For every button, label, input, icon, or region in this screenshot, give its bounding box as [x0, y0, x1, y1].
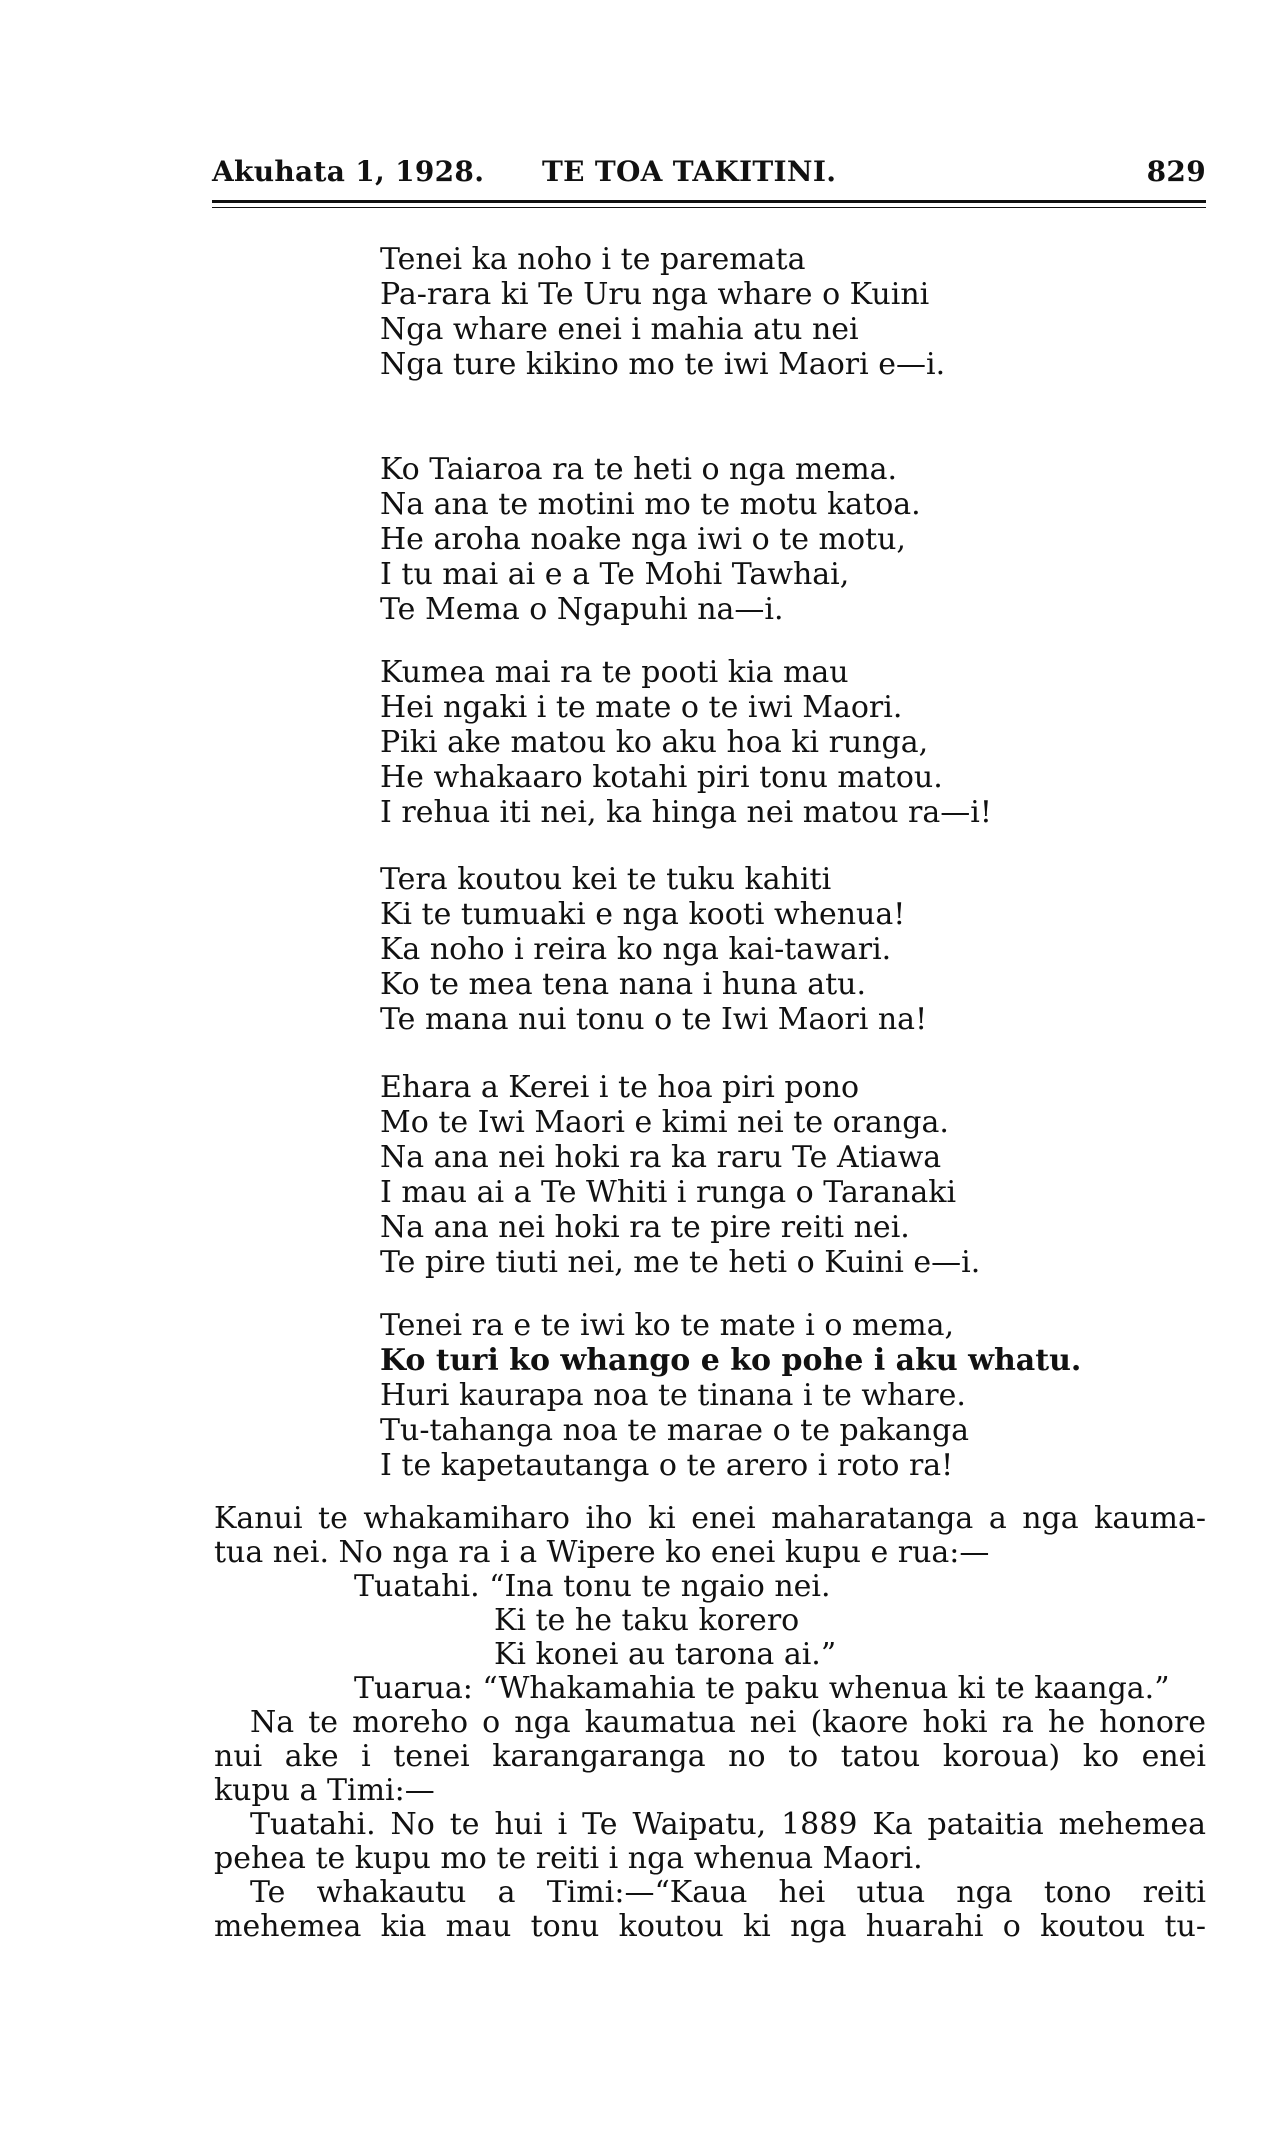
verse-line: Ko Taiaroa ra te heti o nga mema. [380, 452, 898, 487]
paragraph-line: nui ake i tenei karangaranga no to tatou koroua) ko enei [214, 1739, 1206, 1774]
paragraph-line: Na te moreho o nga kaumatua nei (kaore hoki ra he honore [250, 1705, 1206, 1740]
verse-line: I te kapetautanga o te arero i roto ra! [380, 1448, 954, 1483]
verse-line: Te mana nui tonu o te Iwi Maori na! [380, 1002, 928, 1037]
verse-line: Tenei ka noho i te paremata [380, 242, 806, 277]
verse-line: I tu mai ai e a Te Mohi Tawhai, [380, 557, 850, 592]
verse-line: Nga whare enei i mahia atu nei [380, 312, 859, 347]
verse-line: Ka noho i reira ko nga kai-tawari. [380, 932, 892, 967]
running-header [212, 155, 1206, 195]
verse-line: Na ana nei hoki ra te pire reiti nei. [380, 1210, 910, 1245]
verse-line: I mau ai a Te Whiti i runga o Taranaki [380, 1175, 957, 1210]
header-date: Akuhata 1, 1928. [212, 155, 485, 188]
verse-line: Huri kaurapa noa te tinana i te whare. [380, 1378, 966, 1413]
page-number: 829 [1146, 155, 1206, 188]
verse-line: I rehua iti nei, ka hinga nei matou ra—i! [380, 795, 992, 830]
stanza-2 [380, 452, 1100, 627]
header-title: TE TOA TAKITINI. [542, 155, 837, 188]
quote-line: Ki te he taku korero [494, 1603, 800, 1638]
verse-line: Te Mema o Ngapuhi na—i. [380, 592, 784, 627]
verse-line: He whakaaro kotahi piri tonu matou. [380, 760, 943, 795]
prose-section [214, 1502, 1206, 1944]
verse-line: Tu-tahanga noa te marae o te pakanga [380, 1413, 970, 1448]
paragraph-line: Te whakautu a Timi:—“Kaua hei utua nga tono reiti [250, 1875, 1206, 1910]
paragraph-line: tua nei. No nga ra i a Wipere ko enei kupu e rua:— [214, 1535, 990, 1570]
stanza-5 [380, 1070, 1100, 1280]
paragraph-line: Tuatahi. No te hui i Te Waipatu, 1889 Ka pataitia mehemea [250, 1807, 1206, 1842]
paragraph-line: pehea te kupu mo te reiti i nga whenua Maori. [214, 1841, 923, 1876]
verse-line: Hei ngaki i te mate o te iwi Maori. [380, 690, 903, 725]
quote-line: Tuatahi. “Ina tonu te ngaio nei. [354, 1569, 831, 1604]
verse-line: Tera koutou kei te tuku kahiti [380, 862, 832, 897]
verse-line: Ehara a Kerei i te hoa piri pono [380, 1070, 860, 1105]
verse-line: Pa-rara ki Te Uru nga whare o Kuini [380, 277, 930, 312]
verse-line: Tenei ra e te iwi ko te mate i o mema, [380, 1308, 955, 1343]
stanza-4 [380, 862, 1100, 1037]
verse-line: Ko te mea tena nana i huna atu. [380, 967, 866, 1002]
stanza-3 [380, 655, 1100, 830]
verse-line: Mo te Iwi Maori e kimi nei te oranga. [380, 1105, 949, 1140]
quote-line: Ki konei au tarona ai.” [494, 1637, 837, 1672]
paragraph-line: Kanui te whakamiharo iho ki enei maharatanga a nga kauma- [214, 1501, 1206, 1536]
verse-line: Na ana nei hoki ra ka raru Te Atiawa [380, 1140, 942, 1175]
verse-line: Ko turi ko whango e ko pohe i aku whatu. [380, 1343, 1082, 1378]
verse-line: He aroha noake nga iwi o te motu, [380, 522, 906, 557]
stanza-1 [380, 242, 1100, 382]
paragraph-line: kupu a Timi:— [214, 1773, 435, 1808]
verse-line: Na ana te motini mo te motu katoa. [380, 487, 921, 522]
quote-line: Tuarua: “Whakamahia te paku whenua ki te kaanga.” [354, 1671, 1170, 1706]
verse-line: Ki te tumuaki e nga kooti whenua! [380, 897, 906, 932]
header-rule-thin [212, 207, 1206, 208]
verse-line: Te pire tiuti nei, me te heti o Kuini e—i. [380, 1245, 981, 1280]
verse-line: Piki ake matou ko aku hoa ki runga, [380, 725, 929, 760]
verse-line: Nga ture kikino mo te iwi Maori e—i. [380, 347, 946, 382]
paragraph-line: mehemea kia mau tonu koutou ki nga huarahi o koutou tu- [214, 1909, 1206, 1944]
header-rule-thick [212, 200, 1206, 203]
stanza-6 [380, 1308, 1100, 1483]
verse-line: Kumea mai ra te pooti kia mau [380, 655, 849, 690]
